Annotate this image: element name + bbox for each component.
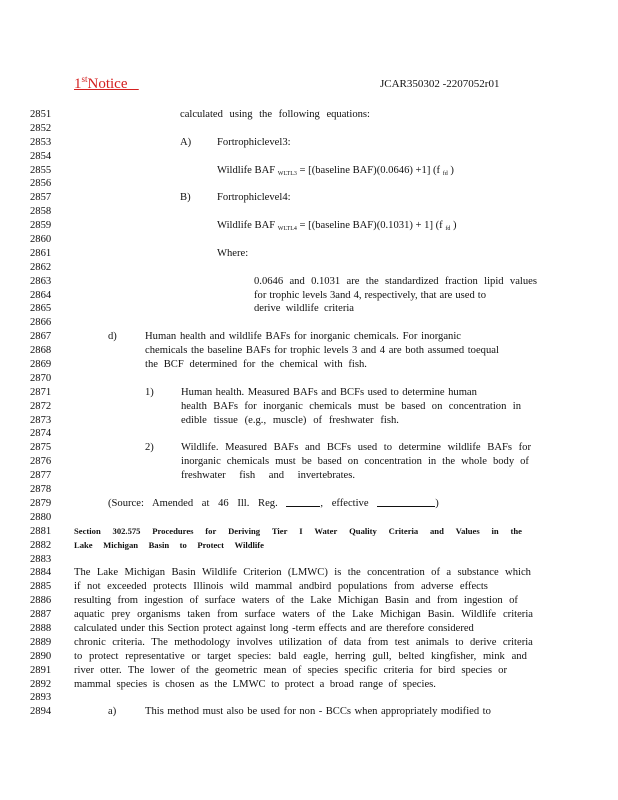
- line-text: derive wildlife criteria: [254, 303, 354, 315]
- text-line: [0, 233, 618, 247]
- line-number: 2874: [30, 428, 52, 440]
- line-number: 2873: [30, 414, 52, 426]
- line-text: chemicals the baseline BAFs for trophic levels 3 and 4 are both assumed toequal: [145, 345, 499, 357]
- line-text: mammal species is chosen as the LMWC to protect a broad range of species.: [74, 678, 436, 690]
- line-number: 2891: [30, 664, 52, 676]
- line-number: 2855: [30, 164, 52, 176]
- text-line: [0, 636, 618, 650]
- line-number: 2879: [30, 497, 52, 509]
- text-line: [0, 497, 618, 511]
- text-line: [0, 580, 618, 594]
- text-line: [0, 427, 618, 441]
- line-number: 2860: [30, 234, 52, 246]
- text-line: [0, 608, 618, 622]
- line-number: 2882: [30, 539, 52, 551]
- line-number: 2888: [30, 622, 52, 634]
- text-line: [0, 650, 618, 664]
- line-number: 2884: [30, 567, 52, 579]
- text-line: [0, 539, 618, 553]
- text-line: [0, 525, 618, 539]
- line-text: This method must also be used for non - BCCs when appropriately modified to: [145, 706, 491, 718]
- line-text: river otter. The lower of the geometric mean of species specific criteria for bird species or: [74, 664, 507, 676]
- notice-header: 1stNotice: [74, 74, 128, 92]
- section-heading: Lake Michigan Basin to Protect Wildlife: [74, 539, 264, 550]
- line-number: 2876: [30, 456, 52, 468]
- line-number: 2851: [30, 109, 52, 120]
- line-number: 2854: [30, 150, 52, 162]
- line-number: 2877: [30, 470, 52, 482]
- line-text: inorganic chemicals must be based on concentration in the whole body of: [181, 456, 529, 468]
- line-text: health BAFs for inorganic chemicals must be based on concentration in: [181, 400, 521, 412]
- text-line: [0, 553, 618, 567]
- item-label: a): [108, 706, 117, 718]
- item-label: 1): [145, 386, 154, 398]
- line-text: calculated under this Section protect against long -term effects and are therefore considered: [74, 622, 474, 634]
- text-line: [0, 511, 618, 525]
- text-line: [0, 358, 618, 372]
- line-number: 2859: [30, 220, 52, 232]
- line-number: 2866: [30, 317, 52, 329]
- line-number: 2857: [30, 192, 52, 204]
- text-line: [0, 316, 618, 330]
- line-text: For trophic level 3:: [217, 136, 291, 148]
- text-line: [0, 455, 618, 469]
- line-number: 2892: [30, 678, 52, 690]
- text-line: [0, 122, 618, 136]
- text-line: [0, 469, 618, 483]
- line-text: chronic criteria. The methodology involves utilization of data from test animals to derive criteria: [74, 636, 533, 648]
- text-line: [0, 664, 618, 678]
- line-text: aquatic prey organisms taken from surface waters of the Lake Michigan Basin. Wildlife criteria: [74, 609, 533, 621]
- line-number: 2867: [30, 331, 52, 343]
- blank-line: [377, 497, 435, 507]
- text-line: [0, 441, 618, 455]
- line-number: 2883: [30, 553, 52, 565]
- line-number: 2885: [30, 581, 52, 593]
- text-line: [0, 302, 618, 316]
- line-text: if not exceeded protects Illinois wild mammal andbird populations from adverse effects: [74, 581, 488, 593]
- line-number: 2893: [30, 692, 52, 704]
- text-line: [0, 330, 618, 344]
- line-number: 2865: [30, 303, 52, 315]
- text-line: [0, 414, 618, 428]
- line-text: resulting from ingestion of surface waters of the Lake Michigan Basin and from ingestion of: [74, 595, 518, 607]
- line-text: Wildlife BAF $_{WLTL3}$ = [(baseline BAF)(0.0646) +1] (f $_{fd}$ ): [217, 164, 454, 177]
- text-line: [0, 594, 618, 608]
- line-number: 2871: [30, 386, 52, 398]
- line-number: 2856: [30, 178, 52, 190]
- text-line: [0, 205, 618, 219]
- text-line: [0, 275, 618, 289]
- text-line: [0, 177, 618, 191]
- text-line: [0, 261, 618, 275]
- line-text: For trophic level 4:: [217, 192, 291, 204]
- text-line: [0, 164, 618, 178]
- line-number: 2890: [30, 650, 52, 662]
- text-line: [0, 622, 618, 636]
- text-line: [0, 691, 618, 705]
- line-text: B): [180, 192, 191, 204]
- line-number: 2894: [30, 706, 52, 718]
- text-line: [0, 705, 618, 719]
- text-line: [0, 136, 618, 150]
- line-number: 2869: [30, 359, 52, 371]
- text-line: [0, 386, 618, 400]
- line-text: the BCF determined for the chemical with fish.: [145, 359, 367, 371]
- text-line: [0, 344, 618, 358]
- line-text: Wildlife BAF $_{WLTL4}$ = [(baseline BAF)(0.1031) + 1] (f $_{fd}$ ): [217, 220, 457, 233]
- line-number: 2887: [30, 609, 52, 621]
- text-line: [0, 372, 618, 386]
- text-line: [0, 566, 618, 580]
- line-number: 2889: [30, 636, 52, 648]
- line-text: for trophic levels 3and 4, respectively, that are used to: [254, 289, 486, 301]
- text-line: [0, 247, 618, 261]
- text-line: [0, 191, 618, 205]
- line-number: 2868: [30, 345, 52, 357]
- line-number: 2880: [30, 511, 52, 523]
- line-number: 2862: [30, 261, 52, 273]
- line-text: freshwater fish and invertebrates.: [181, 470, 355, 482]
- line-number: 2861: [30, 247, 52, 259]
- line-number: 2872: [30, 400, 52, 412]
- line-number: 2881: [30, 525, 52, 537]
- line-text: The Lake Michigan Basin Wildlife Criterion (LMWC) is the concentration of a substance which: [74, 567, 531, 579]
- document-reference: JCAR350302 -2207052r01: [380, 78, 500, 90]
- line-text: to protect representative or target species: bald eagle, herring gull, belted kingfisher, mink and: [74, 650, 527, 662]
- line-text: A): [180, 136, 192, 148]
- line-text: Wildlife. Measured BAFs and BCFs used to determine wildlife BAFs for: [181, 442, 531, 454]
- line-number: 2864: [30, 289, 52, 301]
- line-number: 2853: [30, 136, 52, 148]
- line-numbered-text: [0, 108, 618, 719]
- line-number: 2858: [30, 206, 52, 218]
- line-number: 2875: [30, 442, 52, 454]
- text-line: [0, 150, 618, 164]
- line-text: edible tissue (e.g., muscle) of freshwater fish.: [181, 414, 399, 426]
- text-line: [0, 400, 618, 414]
- line-text: (Source: Amended at 46 Ill. Reg. , effective ): [108, 497, 439, 509]
- text-line: [0, 678, 618, 692]
- text-line: [0, 289, 618, 303]
- line-number: 2870: [30, 372, 52, 384]
- line-number: 2886: [30, 595, 52, 607]
- line-text: Human health and wildlife BAFs for inorganic chemicals. For inorganic: [145, 331, 461, 343]
- line-number: 2878: [30, 484, 52, 496]
- item-label: 2): [145, 442, 154, 454]
- line-text: calculated using the following equations:: [180, 109, 370, 120]
- line-text: Where:: [217, 247, 249, 259]
- item-label: d): [108, 331, 117, 343]
- line-text: Human health. Measured BAFs and BCFs used to determine human: [181, 386, 477, 398]
- line-text: 0.0646 and 0.1031 are the standardized fraction lipid values: [254, 275, 537, 287]
- blank-line: [286, 497, 320, 507]
- text-line: [0, 483, 618, 497]
- section-heading: Section 302.575 Procedures for Deriving Tier I Water Quality Criteria and Values in the: [74, 525, 522, 536]
- line-number: 2863: [30, 275, 52, 287]
- line-number: 2852: [30, 122, 52, 134]
- text-line: [0, 219, 618, 233]
- text-line: [0, 108, 618, 122]
